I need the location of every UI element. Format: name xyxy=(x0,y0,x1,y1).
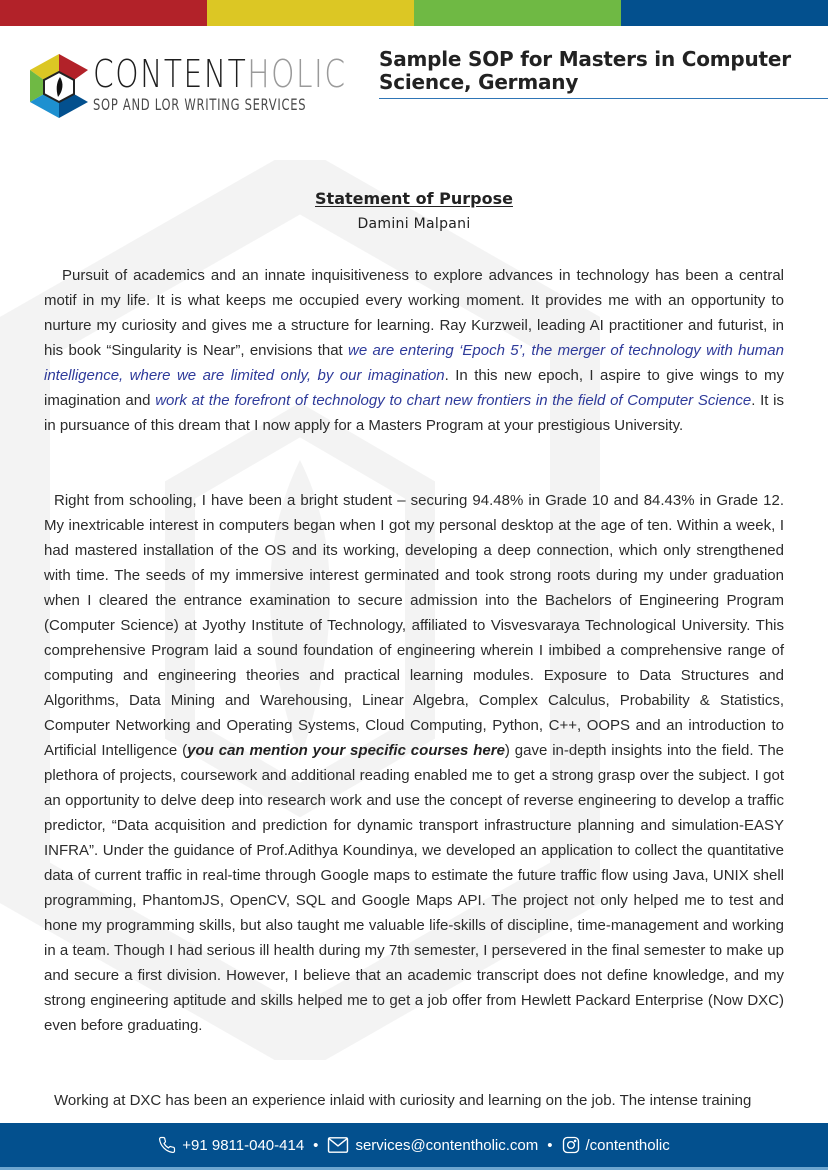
brand-name-light: HOLIC xyxy=(247,52,347,96)
paragraph-text: ) gave in-depth insights into the field. The plethora of projects, coursework and additional reading enabled me to get a strong grasp over the subject. I got an opportunity to delve deep into research work and use the concept of reverse engineering to develop a traffic predictor, “Data acquisition and prediction for dynamic transport infrastructure planning and simulation-EASY INFRA”. Under the guidance of Prof.Adithya Koundinya, we developed an application to collect the quantitative data of current traffic in real-time through Google maps to estimate the future traffic flow using Java, UNIX shell programming, PhantomJS, OpenCV, SQL and Google Maps API. The project not only helped me to test and hone my programming skills, but also taught me valuable life-skills of discipline, time-management and working in a team. Though I had serious ill health during my 7th semester, I persevered in the final semester to make up and secure a first division. However, I believe that an academic transcript does not define knowledge, and my strong engineering aptitude and skills helped me to get a job offer from Hewlett Packard Enterprise (Now DXC) even before graduating. xyxy=(44,742,785,1034)
color-bar-red xyxy=(0,0,207,26)
phone-icon xyxy=(158,1136,176,1154)
instagram-handle: /contentholic xyxy=(585,1136,670,1154)
document-heading-text: Statement of Purpose xyxy=(315,189,513,208)
instagram-icon xyxy=(562,1136,580,1154)
envelope-icon xyxy=(327,1136,349,1154)
separator-dot: • xyxy=(547,1136,553,1154)
color-bar-green xyxy=(414,0,621,26)
document-heading xyxy=(0,189,828,208)
email-link: services@contentholic.com xyxy=(355,1136,539,1154)
footer-email[interactable] xyxy=(327,1136,538,1154)
page-title: Sample SOP for Masters in Computer Science, Germany xyxy=(379,47,791,94)
paragraph-text: Working at DXC has been an experience inlaid with curiosity and learning on the job. The intense training xyxy=(54,1092,752,1109)
brand-name-dark: CONTENT xyxy=(93,52,248,96)
brand-logo[interactable] xyxy=(28,52,347,122)
paragraph-2 xyxy=(44,488,784,1038)
color-bar-blue xyxy=(621,0,828,26)
highlighted-goal: work at the forefront of technology to chart new frontiers in the field of Computer Science xyxy=(155,392,752,409)
paragraph-3 xyxy=(44,1088,784,1113)
paragraph-text: Right from schooling, I have been a bright student – securing 94.48% in Grade 10 and 84.43% in Grade 12. My inextricable interest in computers began when I got my personal desktop at the age of ten. Within a week, I had mastered installation of the OS and its working, developing a deep connection, which only strengthened with time. The seeds of my immersive interest germinated and took strong roots during my under graduation when I cleared the entrance examination to secure admission into the Bachelors of Engineering Program (Computer Science) at Jyothy Institute of Technology, affiliated to Visvesvaraya Technological University. This comprehensive Program laid a sound foundation of engineering wherein I imbibed a comprehensive range of computing and engineering theories and practical learning modules. Exposure to Data Structures and Algorithms, Data Mining and Warehousing, Linear Algebra, Complex Calculus, Probability & Statistics, Computer Networking and Operating Systems, Cloud Computing, Python, C++, OOPS and an introduction to Artificial Intelligence ( xyxy=(44,492,784,759)
paragraph-text: . In this new epoch, I aspire to give wings to my imagination and xyxy=(44,367,784,409)
color-bar-yellow xyxy=(207,0,414,26)
contact-footer xyxy=(0,1123,828,1170)
phone-number: +91 9811-040-414 xyxy=(182,1136,305,1154)
editor-note: you can mention your specific courses here xyxy=(187,742,505,759)
brand-name xyxy=(93,54,347,94)
title-divider xyxy=(379,98,828,99)
paragraph-1 xyxy=(44,263,784,438)
brand-tagline: SOP AND LOR WRITING SERVICES xyxy=(93,95,307,114)
highlighted-quote: we are entering ‘Epoch 5’, the merger of technology with human intelligence, where we are limited only, by our imagination xyxy=(44,342,784,384)
paragraph-text: Pursuit of academics and an innate inquisitiveness to explore advances in technology has been a central motif in my life. It is what keeps me occupied every working moment. It provides me with an opportunity to nurture my curiosity and gives me a structure for learning. Ray Kurzweil, leading AI practitioner and futurist, in his book “Singularity is Near”, envisions that xyxy=(44,267,784,359)
hexagon-quill-logo-icon xyxy=(28,52,90,120)
paragraph-text: . It is in pursuance of this dream that I now apply for a Masters Program at your prestigious University. xyxy=(44,392,785,434)
author-name: Damini Malpani xyxy=(357,216,471,232)
footer-instagram[interactable] xyxy=(562,1136,670,1154)
footer-phone[interactable] xyxy=(158,1136,304,1154)
separator-dot: • xyxy=(313,1136,319,1154)
top-color-bar xyxy=(0,0,828,26)
